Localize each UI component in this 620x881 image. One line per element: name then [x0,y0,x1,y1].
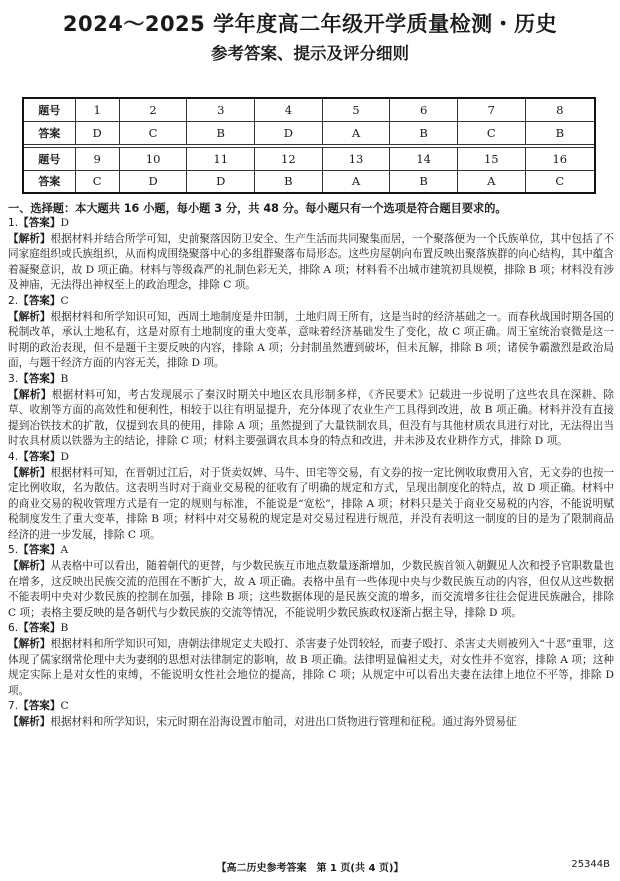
page-title: 2024～2025 学年度高二年级开学质量检测・历史 [62,12,558,36]
explanation-text: 根据材料可知，考古发现展示了秦汉时期关中地区农具形制多样，《齐民要术》记载进一步说明了这些农具在深耕、除草、收割等方面的高效性和便利性，相较于以往有明显提升，充分体现了农业生产工具得到改进，故 B 项正确。材料并没有直接提到冶铁技术的扩散，仅提到农具的使用，排除 A 项；虽然提到了大量铁制农具，但没有与其他材质农具进行对比，无法得出当时农具材质以铁器为主的结论，排除 C 项；材料主要强调农具本身的特点和改进，并未涉及农业耕作方式，排除 D 项。 [8,388,614,448]
table-cell: B [525,121,595,144]
explanation [8,715,614,731]
explanation-label: 【解析】 [8,232,51,245]
answer-value: D [60,217,69,229]
question-number: 3. [8,372,19,385]
explanation-label: 【解析】 [8,560,51,573]
question-item [8,372,614,450]
table-cell: C [525,170,595,193]
table-cell: D [187,170,255,193]
answer-label: 【答案】 [18,372,61,385]
row-label-number: 题号 [23,147,75,170]
explanation-label: 【解析】 [8,716,51,728]
table-cell: 7 [457,98,525,121]
explanation [8,637,614,699]
answer-value: D [60,450,69,463]
table-cell: 5 [322,98,390,121]
question-item [8,621,614,699]
answer-line [8,699,614,715]
explanation-text: 根据材料和所学知识，宋元时期在沿海设置市舶司，对进出口货物进行管理和征税。通过海外贸易征 [50,716,517,728]
table-cell: 16 [525,147,595,170]
explanation [8,388,614,450]
question-item [8,294,614,372]
question-item [8,450,614,544]
table-cell: 2 [119,98,187,121]
table-cell: 13 [322,147,390,170]
explanation-label: 【解析】 [8,310,51,323]
answer-label: 【答案】 [18,700,61,713]
table-cell: 9 [75,147,119,170]
row-label-answer: 答案 [23,170,75,193]
table-row-numbers-1 [23,98,595,121]
answer-label: 【答案】 [18,217,61,229]
answer-line [8,372,614,388]
table-cell: 12 [255,147,323,170]
answer-line [8,216,614,232]
table-cell: D [119,170,187,193]
answer-value: B [60,372,69,385]
table-cell: C [457,121,525,144]
answer-line [8,621,614,637]
answer-table [22,97,596,194]
question-number: 1. [8,217,19,229]
answer-line [8,450,614,466]
explanation-text: 根据材料可知，在晋朝过江后，对于货卖奴婢、马牛、田宅等交易，有文券的按一定比例收取费用入官，无文券的也按一定比例收取，名为散估。这表明当时对于商业交易税的征收有了明确的规定和方式，呈现出制度化的特点，故 D 项正确。材料中的商业交易的税收管理方式是有一定的规则与标准，不能说是“宽松”，排除 A 项；材料只是关于商业交易税的内容，不能说明赋税制度发生了重大变革，排除 B 项；材料中对交易税的规定是对交易过程进行规范，并没有表明这一制度的目的是为了限制商品经济的进一步发展，排除 C 项。 [8,466,614,541]
explanation-label: 【解析】 [8,388,52,401]
answer-explanations [8,216,614,731]
table-cell: 14 [390,147,458,170]
table-cell: A [322,170,390,193]
table-cell: A [457,170,525,193]
table-cell: B [390,121,458,144]
footer-code: 25344B [571,859,610,870]
question-number: 7. [8,700,19,713]
answer-value: B [60,622,69,635]
explanation-label: 【解析】 [8,638,51,651]
question-item [8,543,614,621]
answer-label: 【答案】 [18,450,61,463]
explanation-text: 根据材料和所学知识可知，西周土地制度是井田制，土地归周王所有，这是当时的经济基础之一。而春秋战国时期各国的税制改革，承认土地私有，这是对原有土地制度的重大变革，意味着经济基础发生了变化，故 C 项正确。周王室统治衰微是这一时期的政治表现，但不是题干主要反映的内容，排除 A 项；分封制虽然遭到破坏，但未瓦解，排除 B 项；诸侯争霸激烈是政治局面，与题干经济方面的内容无关，排除 D 项。 [8,310,614,370]
table-row-answers-2 [23,170,595,193]
table-cell: 6 [390,98,458,121]
explanation-text: 根据材料和所学知识可知，唐朝法律规定丈夫殴打、杀害妻子处罚较轻，而妻子殴打、杀害丈夫则被列入“十恶”重罪，这体现了儒家纲常伦理中夫为妻纲的思想对法律制定的影响，故 B 项正确。法律明显偏袒丈夫，对女性并不宽容，排除 A 项；这种规定实际上是对女性的束缚，不能说明女性社会地位的提高，排除 C 项；从规定中可以看出夫妻在法律上地位不平等，排除 D 项。 [8,638,615,697]
table-cell: B [390,170,458,193]
explanation [8,466,614,544]
table-cell: A [322,121,390,144]
answer-line [8,294,614,310]
explanation [8,310,614,372]
table-cell: B [187,121,255,144]
question-number: 4. [8,450,19,463]
question-item [8,699,614,730]
table-cell: 4 [255,98,323,121]
answer-label: 【答案】 [18,294,61,307]
section-heading: 一、选择题：本大题共 16 小题，每小题 3 分，共 48 分。每小题只有一个选项是符合题目要求的。 [8,202,507,215]
answer-label: 【答案】 [18,544,61,557]
table-cell: 1 [75,98,119,121]
explanation-text: 根据材料并结合所学可知，史前聚落因防卫安全、生产生活而共同聚集而居，一个聚落便为一个氏族单位，其中包括了不同家庭组织或氏族组织，从而构成围绕聚落中心的多组群聚落布局形态。这些房屋朝向布置反映出聚落族群的向心结构，其中蕴含着凝聚意识，故 D 项正确。材料与等级森严的礼制色彩无关，排除 A 项；材料看不出城市建筑初具规模，排除 B 项；材料没有涉及神庙，无法得出神权至上的政治理念，排除 C 项。 [8,232,614,292]
answer-value: C [60,700,69,713]
table-row-answers-1 [23,121,595,144]
explanation [8,559,614,621]
table-cell: 15 [457,147,525,170]
question-number: 5. [8,544,19,557]
table-row-numbers-2 [23,147,595,170]
page-subtitle: 参考答案、提示及评分细则 [211,44,409,63]
question-number: 2. [8,294,19,307]
question-item [8,216,614,294]
table-cell: C [75,170,119,193]
table-cell: 8 [525,98,595,121]
explanation-label: 【解析】 [8,466,51,479]
answer-line [8,543,614,559]
question-number: 6. [8,622,19,635]
answer-value: C [60,294,69,307]
row-label-answer: 答案 [23,121,75,144]
table-cell: 10 [119,147,187,170]
table-cell: D [255,121,323,144]
footer-page-info: 【高二历史参考答案 第 1 页(共 4 页)】 [216,863,404,874]
explanation [8,232,614,294]
table-cell: D [75,121,119,144]
explanation-text: 从表格中可以看出，随着朝代的更替，与少数民族互市地点数量逐渐增加，少数民族首领入朝觐见人次和授予官职数量也在增多，这反映出民族交流的范围在不断扩大，故 A 项正确。表格中虽有一些体现中央与少数民族互动的内容，但仅从这些数据不能表明中央对少数民族的控制在加强，排除 B 项；这些数据体现的是民族交流的增多，而交流增多往往会促进民族融合，排除 C 项；表格主要反映的是各朝代与少数民族的交流等情况，不能说明少数民族政权逐渐占据主导，排除 D 项。 [8,560,614,619]
table-cell: 3 [187,98,255,121]
answer-value: A [60,544,69,557]
table-cell: B [255,170,323,193]
row-label-number: 题号 [23,98,75,121]
answer-label: 【答案】 [18,622,61,635]
table-cell: C [119,121,187,144]
table-cell: 11 [187,147,255,170]
